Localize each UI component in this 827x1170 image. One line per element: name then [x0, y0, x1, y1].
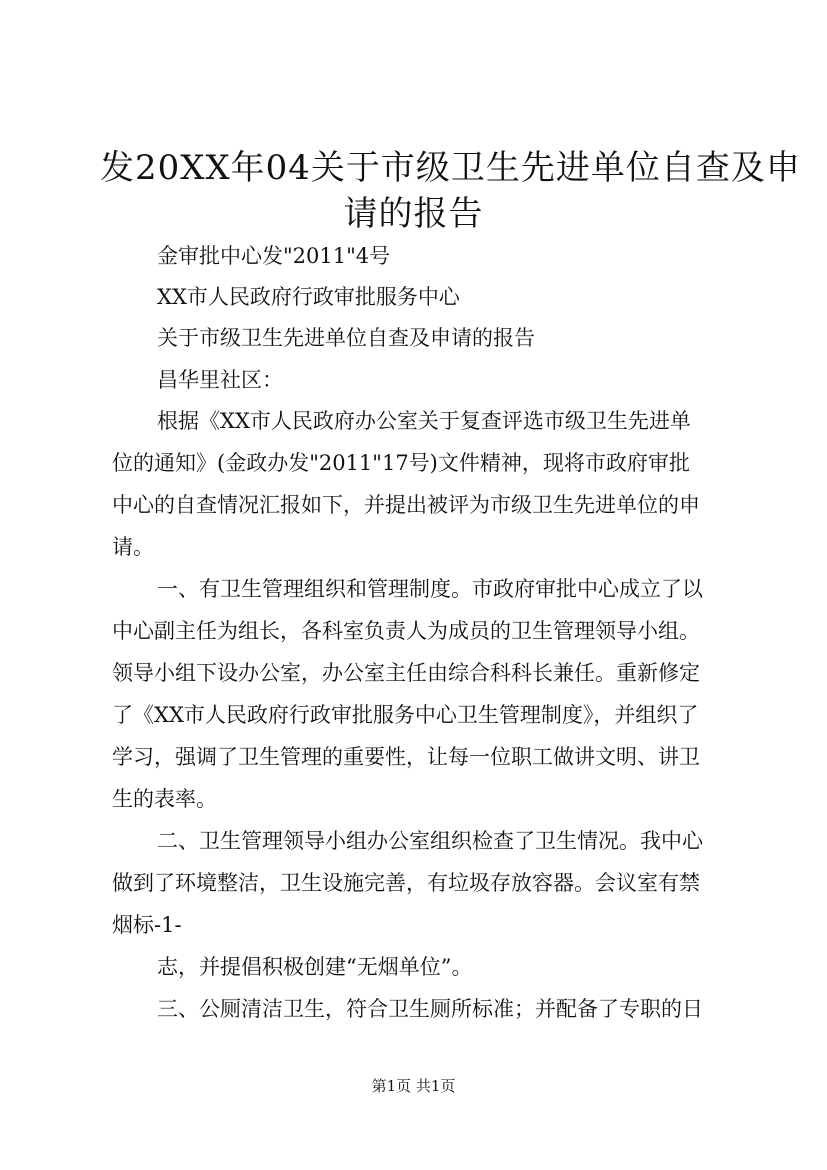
document-title-line-2: 请的报告	[343, 194, 484, 234]
document-number: 金审批中心发"2011"4号	[157, 244, 391, 268]
paragraph-line: 中心副主任为组长，各科室负责人为成员的卫生管理领导小组。	[112, 619, 700, 643]
document-title-line-1: 发20XX年04关于市级卫生先进单位自查及申	[100, 148, 801, 188]
issuing-organization: XX市人民政府行政审批服务中心	[157, 285, 460, 309]
paragraph-line: 三、公厕清洁卫生，符合卫生厕所标准；并配备了专职的日	[157, 997, 703, 1021]
paragraph-line: 志，并提倡积极创建“无烟单位”。	[157, 955, 473, 979]
paragraph-line: 二、卫生管理领导小组办公室组织检查了卫生情况。我中心	[157, 829, 703, 853]
page-footer: 第1页 共1页	[371, 1077, 456, 1095]
report-subtitle: 关于市级卫生先进单位自查及申请的报告	[157, 326, 535, 350]
paragraph-line: 领导小组下设办公室，办公室主任由综合科科长兼任。重新修定	[112, 661, 700, 685]
paragraph-line: 做到了环境整洁，卫生设施完善，有垃圾存放容器。会议室有禁	[112, 871, 700, 895]
paragraph-line: 请。	[112, 535, 154, 559]
recipient-line: 昌华里社区：	[157, 368, 283, 392]
paragraph-line: 根据《XX市人民政府办公室关于复查评选市级卫生先进单	[157, 409, 691, 433]
paragraph-line: 一、有卫生管理组织和管理制度。市政府审批中心成立了以	[157, 577, 703, 601]
paragraph-line: 生的表率。	[112, 787, 217, 811]
paragraph-line: 烟标-1-	[112, 913, 182, 937]
paragraph-line: 了《XX市人民政府行政审批服务中心卫生管理制度》，并组织了	[112, 703, 699, 727]
paragraph-line: 学习，强调了卫生管理的重要性，让每一位职工做讲文明、讲卫	[112, 745, 700, 769]
paragraph-line: 中心的自查情况汇报如下，并提出被评为市级卫生先进单位的申	[112, 493, 700, 517]
paragraph-line: 位的通知》(金政办发"2011"17号)文件精神，现将市政府审批	[112, 451, 690, 475]
